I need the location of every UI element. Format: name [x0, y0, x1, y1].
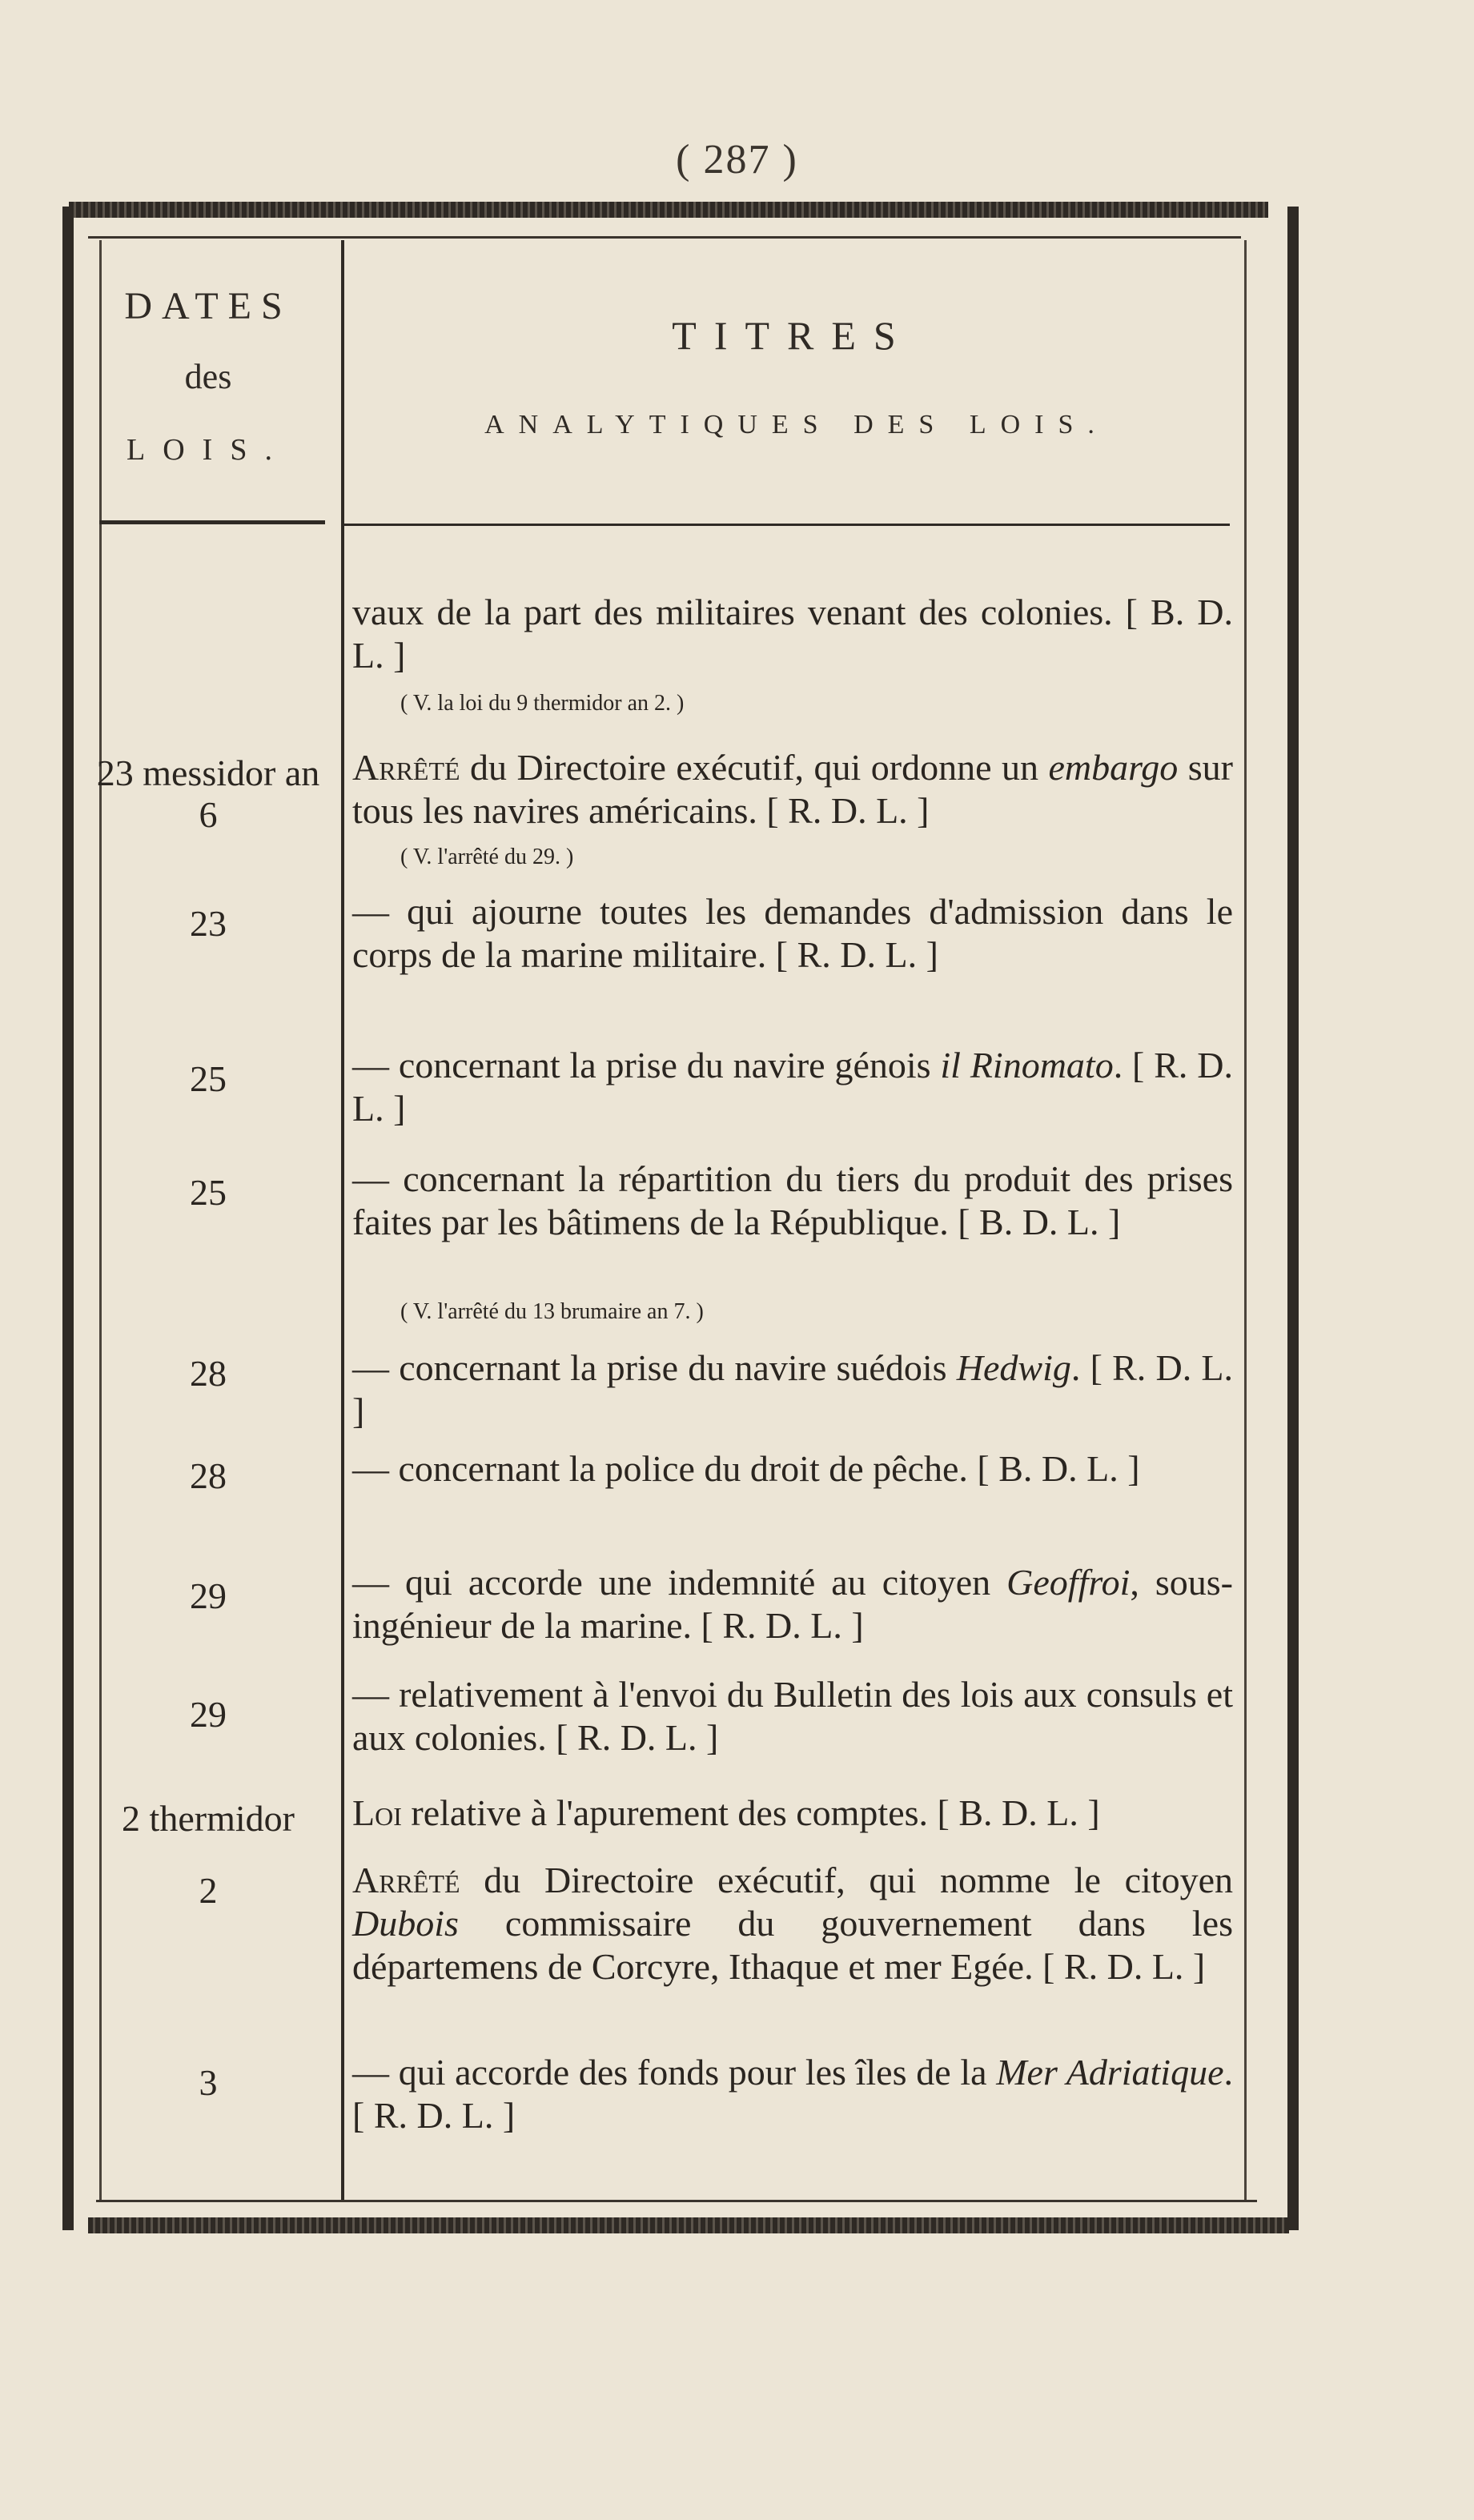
header-lois: LOIS. [127, 433, 290, 467]
top-thin-rule [88, 236, 1241, 239]
header-rule-right [341, 524, 1230, 526]
header-dates: DATES [124, 285, 292, 327]
entry-note: ( V. l'arrêté du 13 brumaire an 7. ) [400, 1299, 704, 1324]
entry-date: 28 [190, 1455, 227, 1496]
bottom-thin-rule [96, 2200, 1257, 2202]
entry-date: 29 [190, 1575, 227, 1616]
entry-date: 25 [190, 1172, 227, 1213]
entry-text: Arrêté du Directoire exécutif, qui nomme le citoyen Dubois commissaire du gouvernement dans les départemens de Corcyre, Ithaque et mer Egée. [ R. D. L. ] [352, 1860, 1233, 1987]
entry-date: 28 [190, 1353, 227, 1394]
entry-date: 29 [190, 1694, 227, 1735]
page-number: ( 287 ) [676, 137, 798, 183]
entry-date: 2 thermidor [122, 1798, 295, 1839]
entry-note: ( V. l'arrêté du 29. ) [400, 845, 574, 869]
header-analytiques: ANALYTIQUES DES LOIS. [484, 410, 1109, 439]
entry-text: — concernant la prise du navire suédois Hedwig. [ R. D. L. ] [352, 1347, 1233, 1431]
header-des: des [184, 357, 232, 396]
entry-text: — concernant la prise du navire génois il Rinomato. [ R. D. L. ] [352, 1045, 1233, 1129]
entry-text: Loi relative à l'apurement des comptes. [ B. D. L. ] [352, 1792, 1100, 1833]
header-rule-left [99, 520, 325, 524]
entry-text: — relativement à l'envoi du Bulletin des lois aux consuls et aux colonies. [ R. D. L. ] [352, 1674, 1234, 1758]
entry-date: 2 [199, 1870, 218, 1911]
entry-text: vaux de la part des militaires venant des colonies. [ B. D. L. ] [352, 592, 1233, 676]
entry-text: — qui accorde des fonds pour les îles de la Mer Adriatique. [ R. D. L. ] [352, 2052, 1233, 2136]
entry-date: 23 messidor an 6 [96, 752, 320, 835]
header-titres: TITRES [672, 313, 914, 358]
entry-date: 23 [190, 903, 227, 944]
entry-text: — concernant la répartition du tiers du produit des prises faites par les bâtimens de la République. [ B. D. L. ] [352, 1158, 1233, 1242]
entry-text: Arrêté du Directoire exécutif, qui ordonne un embargo sur tous les navires américains. [ R. D. L. ] [352, 747, 1233, 831]
inner-right-rule [1244, 240, 1247, 2201]
entry-date: 3 [199, 2062, 218, 2103]
entry-text: — qui accorde une indemnité au citoyen Geoffroi, sous-ingénieur de la marine. [ R. D. L. ] [352, 1562, 1233, 1646]
column-divider [341, 240, 344, 2201]
entry-date: 25 [190, 1058, 227, 1099]
entry-note: ( V. la loi du 9 thermidor an 2. ) [400, 691, 685, 716]
entry-text: — concernant la police du droit de pêche. [ B. D. L. ] [352, 1448, 1140, 1489]
bottom-border-rule [88, 2217, 1289, 2233]
entry-text: — qui ajourne toutes les demandes d'admission dans le corps de la marine militaire. [ R. D. L. ] [352, 891, 1233, 975]
